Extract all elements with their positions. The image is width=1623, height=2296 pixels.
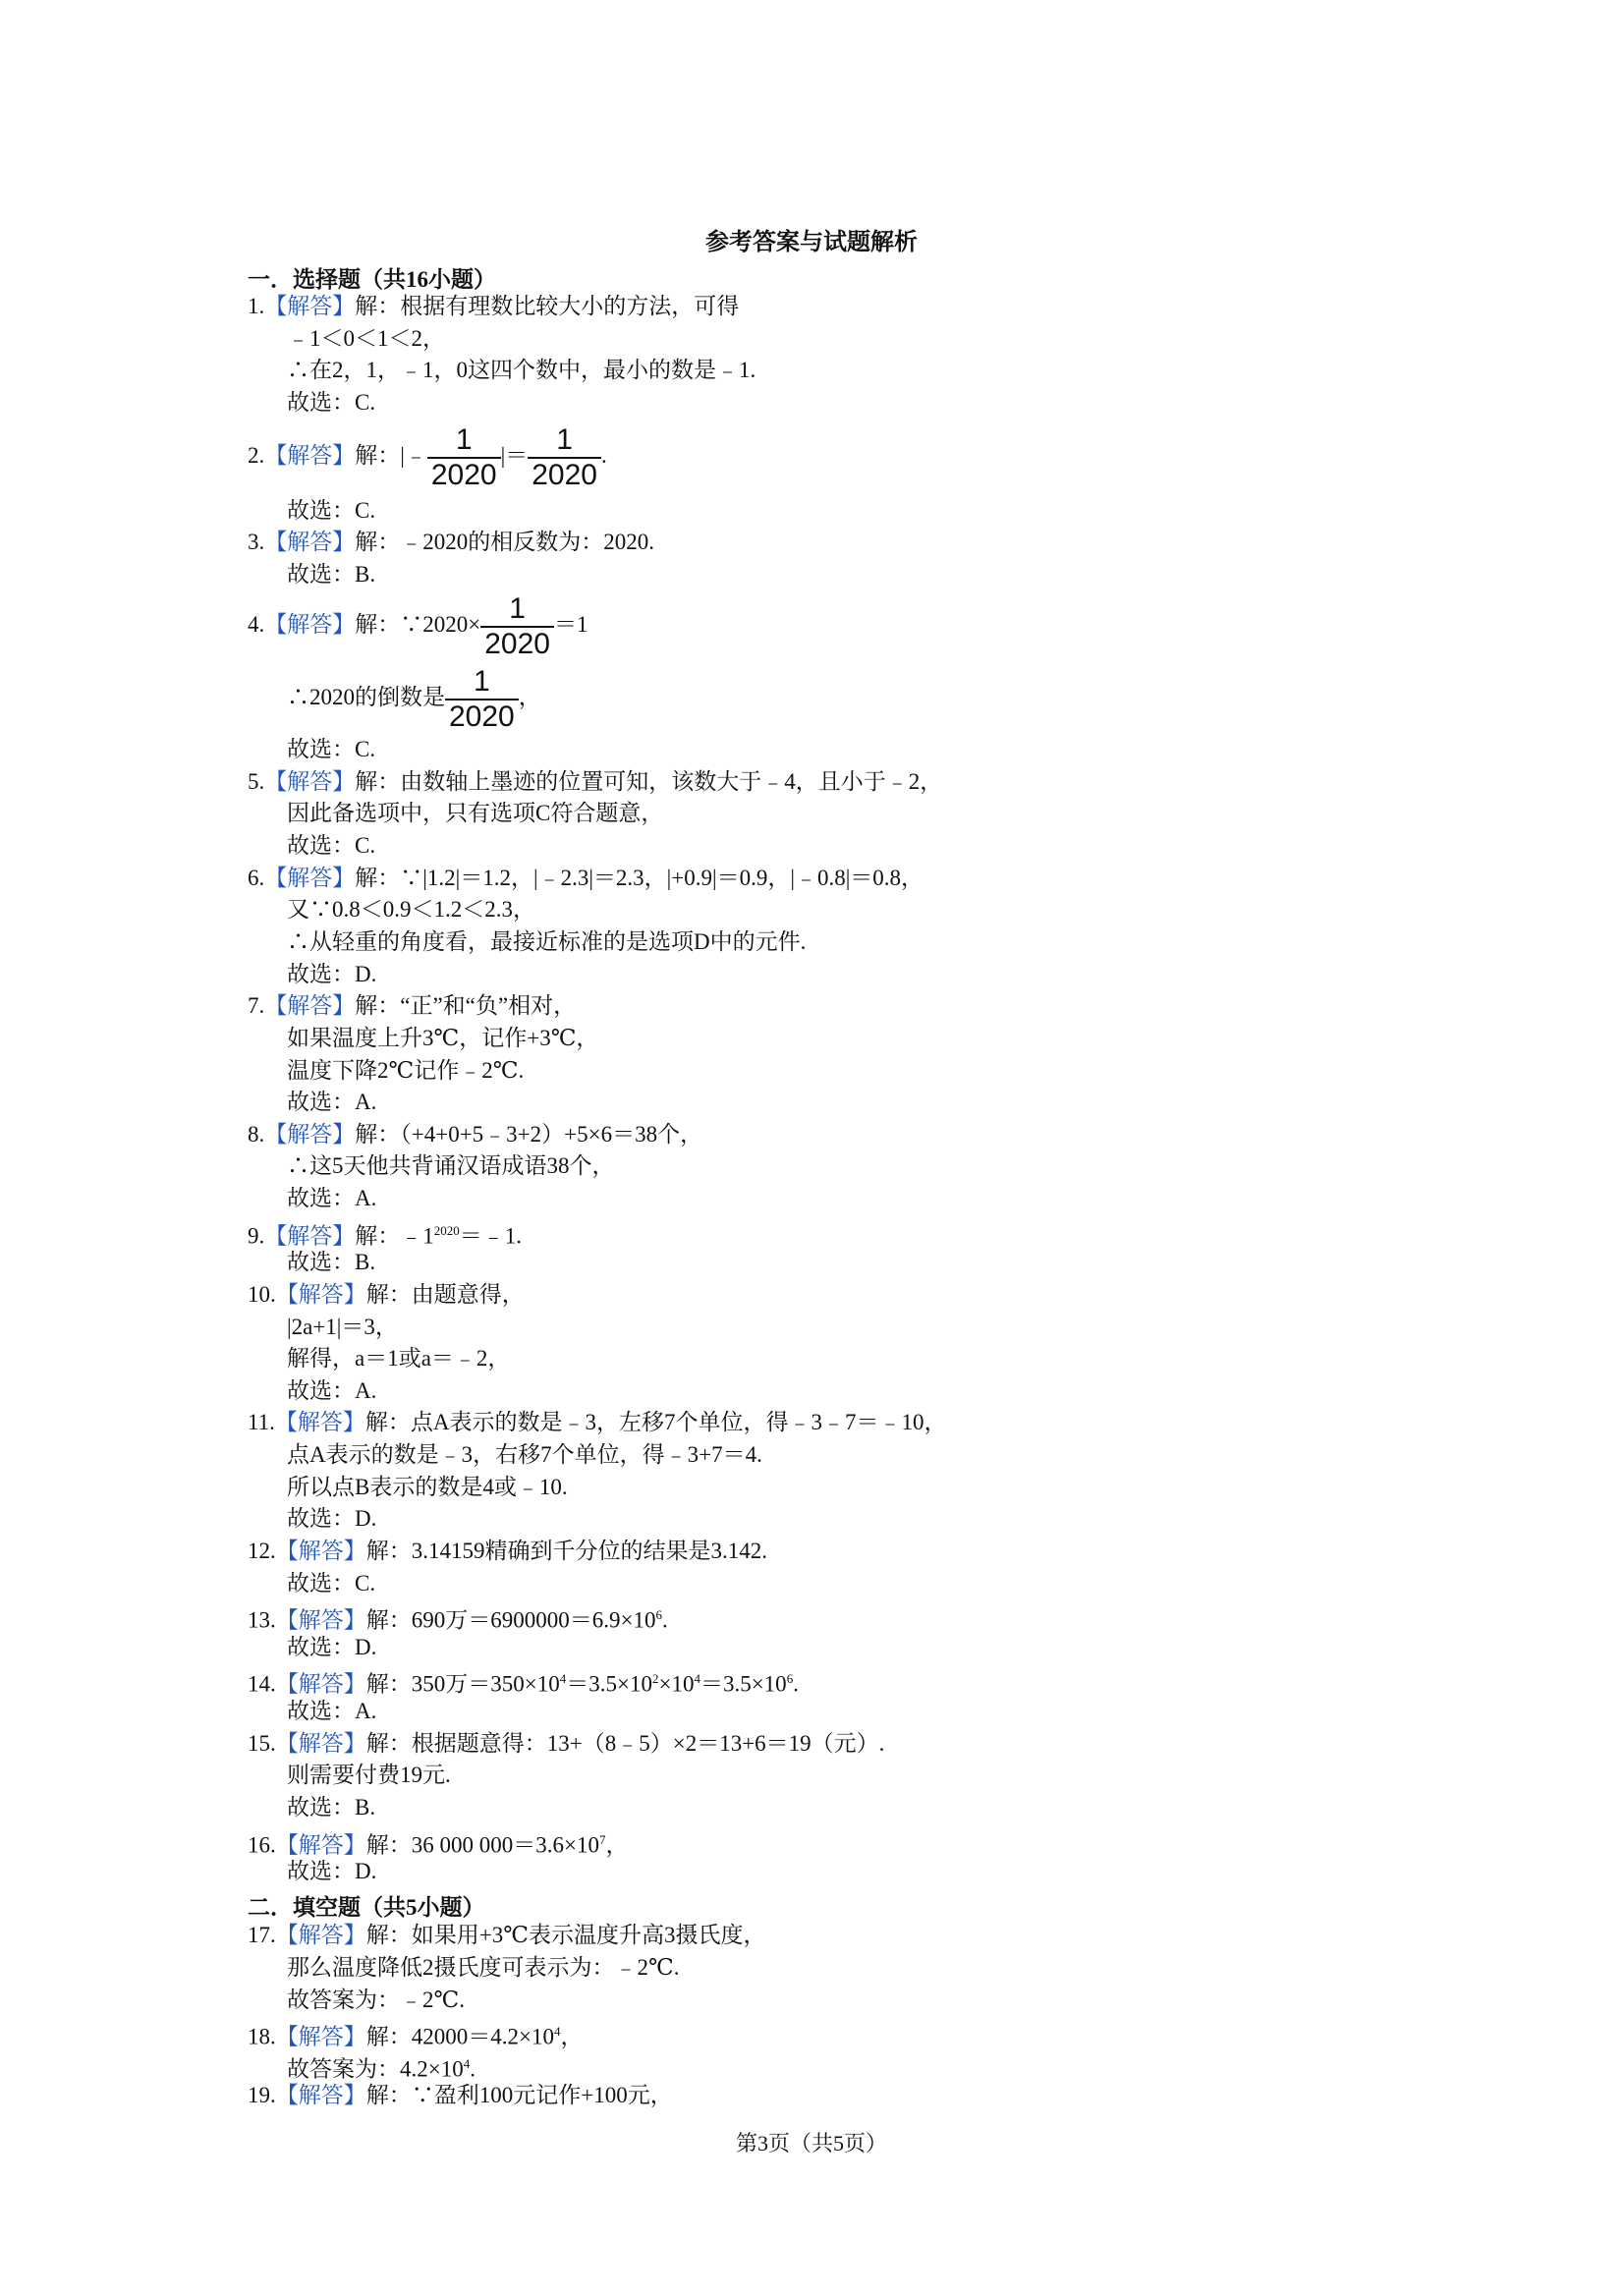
answer-10-choice: 故选：A. (287, 1378, 377, 1403)
answer-7-line-3: 温度下降2℃记作﹣2℃. (287, 1058, 525, 1083)
answer-4-line-2: ∴2020的倒数是 $\frac{1}{2020}$ ， (287, 664, 541, 733)
answer-5-choice: 故选：C. (287, 833, 376, 858)
answer-3-line-1: 3.【解答】解：﹣2020的相反数为：2020. (248, 530, 654, 554)
answer-9-choice: 故选：B. (287, 1250, 376, 1274)
answer-10-line-1: 10.【解答】解：由题意得， (248, 1282, 525, 1307)
answer-4-choice: 故选：C. (287, 737, 376, 761)
answer-18-line-1: 18.【解答】解：$42000=4.2\times 10^4$， (248, 2024, 584, 2049)
answer-11-line-1: 11.【解答】解：点A表示的数是﹣3，左移7个单位，得﹣3﹣7＝﹣10， (248, 1410, 947, 1434)
answer-17-line-2: 那么温度降低2摄氏度可表示为：﹣2℃. (287, 1955, 680, 1980)
answer-17-answer: 故答案为：﹣2℃. (287, 1988, 465, 2012)
answer-11-line-2: 点A表示的数是﹣3，右移7个单位，得﹣3+7＝4. (287, 1442, 762, 1467)
answer-12-choice: 故选：C. (287, 1571, 376, 1596)
answer-6-line-2: 又∵0.8＜0.9＜1.2＜2.3， (287, 897, 535, 922)
answer-18-answer: 故答案为：$4.2\times 10^4$. (287, 2056, 476, 2082)
answer-10-line-2: |2a+1|＝3， (287, 1315, 398, 1339)
fraction: $\frac{1}{2020}$ (480, 592, 554, 661)
answer-2-line-1: 2.【解答】解：|﹣ $\frac{1}{2020}$ |＝ $\frac{1}{2020}$ . (248, 422, 607, 491)
answer-15-choice: 故选：B. (287, 1795, 376, 1820)
answer-7-line-1: 7.【解答】解：“正”和“负”相对， (248, 993, 577, 1018)
answer-15-line-2: 则需要付费19元. (287, 1763, 451, 1787)
page-footer: 第3页（共5页） (735, 2131, 887, 2156)
answer-8-line-2: ∴这5天他共背诵汉语成语38个， (287, 1153, 615, 1178)
answer-1-line-3: ∴在2，1，﹣1，0这四个数中，最小的数是﹣1. (287, 358, 756, 382)
answer-16-line-1: 16.【解答】解：36 000 $000=3.6\times 10^7$， (248, 1832, 629, 1858)
answer-11-line-3: 所以点B表示的数是4或﹣10. (287, 1475, 568, 1499)
answer-6-line-1: 6.【解答】解：∵|1.2|＝1.2，|﹣2.3|＝2.3，|+0.9|＝0.9，|﹣0.8|＝0.8， (248, 866, 924, 890)
answer-13-line-1: 13.【解答】解：690万$=6900000=6.9\times 10^6$. (248, 1607, 668, 1633)
answer-6-line-3: ∴从轻重的角度看，最接近标准的是选项D中的元件. (287, 929, 807, 954)
answer-12-line-1: 12.【解答】解：3.14159精确到千分位的结果是3.142. (248, 1539, 767, 1563)
fraction: $\frac{1}{2020}$ (528, 423, 601, 492)
answer-8-choice: 故选：A. (287, 1186, 377, 1210)
answer-5-line-2: 因此备选项中，只有选项C符合题意， (287, 801, 664, 825)
answer-2-choice: 故选：C. (287, 498, 376, 523)
answer-8-line-1: 8.【解答】解：（+4+0+5﹣3+2）+5×6＝38个， (248, 1122, 703, 1147)
answer-17-line-1: 17.【解答】解：如果用+3℃表示温度升高3摄氏度， (248, 1923, 766, 1947)
answer-5-line-1: 5.【解答】解：由数轴上墨迹的位置可知，该数大于﹣4，且小于﹣2， (248, 769, 943, 794)
answer-10-line-3: 解得，a＝1或a＝﹣2， (287, 1346, 511, 1371)
answer-9-line-1: 9.【解答】解：$﹣1^{2020}=﹣1$. (248, 1223, 522, 1249)
answer-14-choice: 故选：A. (287, 1699, 377, 1723)
answer-13-choice: 故选：D. (287, 1635, 377, 1659)
answer-1-line-2: ﹣1＜0＜1＜2， (287, 326, 445, 351)
answer-4-line-1: 4.【解答】解：∵2020× $\frac{1}{2020}$ ＝1 (248, 591, 588, 660)
section-heading-fill: 二．填空题（共5小题） (248, 1895, 485, 1920)
answer-15-line-1: 15.【解答】解：根据题意得：13+（8﹣5）×2＝13+6＝19（元）. (248, 1731, 885, 1756)
answer-1-line-4: 故选：C. (287, 390, 376, 415)
answer-3-choice: 故选：B. (287, 562, 376, 587)
page-title: 参考答案与试题解析 (705, 230, 918, 255)
answer-6-choice: 故选：D. (287, 962, 377, 986)
fraction: $\frac{1}{2020}$ (445, 665, 519, 734)
answer-16-choice: 故选：D. (287, 1859, 377, 1883)
fraction: $\frac{1}{2020}$ (427, 423, 501, 492)
section-heading-choice: 一．选择题（共16小题） (248, 267, 496, 292)
answer-7-line-2: 如果温度上升3℃，记作+3℃， (287, 1026, 599, 1050)
answer-11-choice: 故选：D. (287, 1506, 377, 1531)
answer-14-line-1: 14.【解答】解：350万$=350\times 10^4=3.5\times 10^2\times 10^4=3.5\times 10^6$. (248, 1671, 799, 1697)
answer-19-line-1: 19.【解答】解：∵盈利100元记作+100元， (248, 2083, 673, 2107)
answer-7-choice: 故选：A. (287, 1090, 377, 1114)
answer-1-line-1: 1.【解答】解：根据有理数比较大小的方法，可得 (248, 294, 740, 318)
